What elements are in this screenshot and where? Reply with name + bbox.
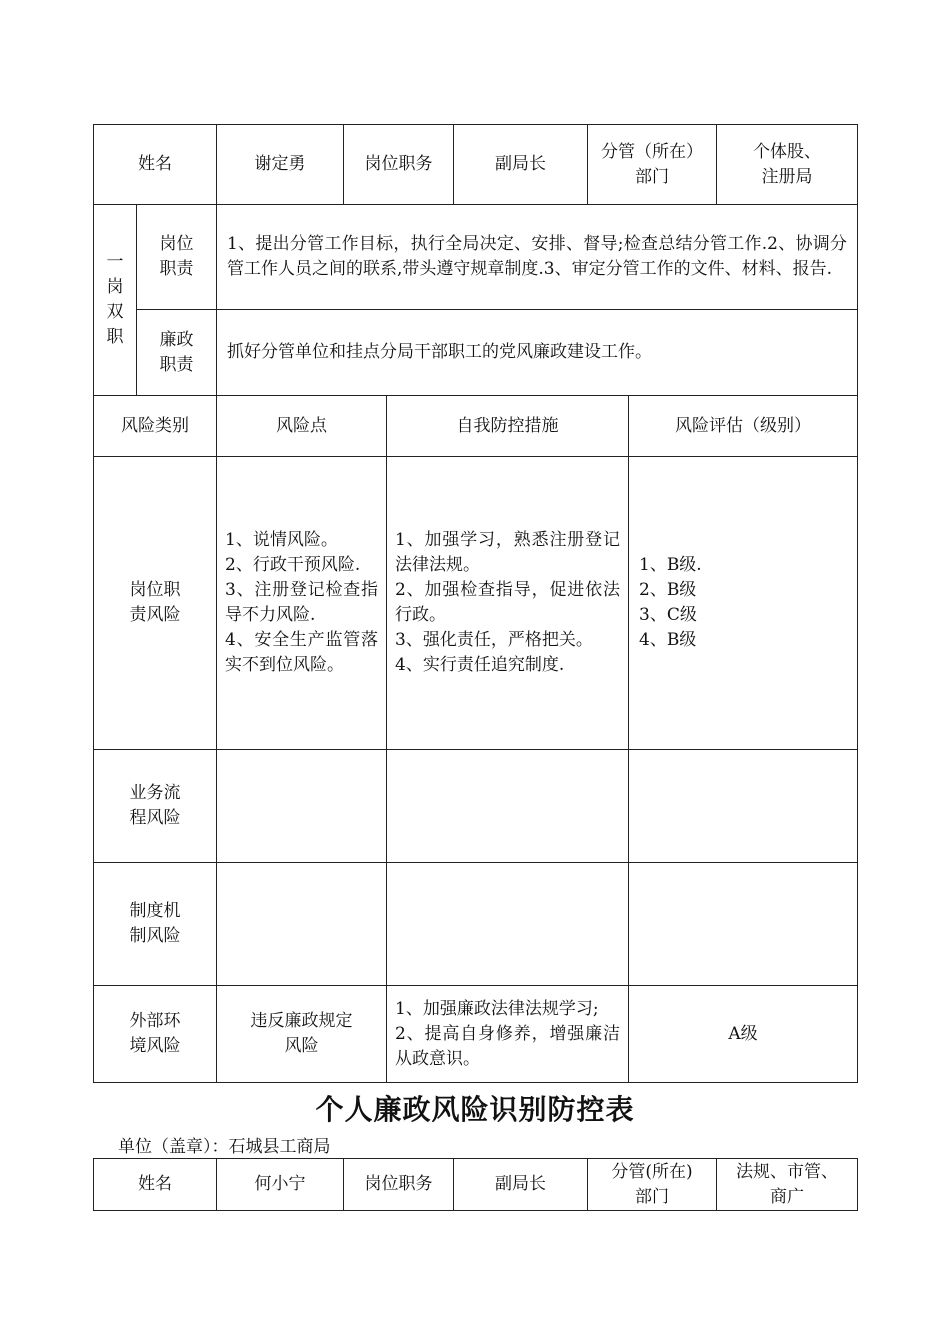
risk-row-level: 1、B级. 2、B级 3、C级 4、B级 (628, 456, 858, 750)
risk-row-points (216, 862, 387, 986)
post-duty-text: 1、提出分管工作目标，执行全局决定、安排、督导;检查总结分管工作.2、协调分管工作人员之间的联系,带头遵守规章制度.3、审定分管工作的文件、材料、报告. (216, 204, 858, 310)
risk-header-category: 风险类别 (93, 395, 217, 457)
risk-row-category: 业务流 程风险 (93, 749, 217, 863)
risk-row-measures: 1、加强廉政法律法规学习; 2、提高自身修养，增强廉洁从政意识。 (386, 985, 629, 1083)
dept-label: 分管（所在） 部门 (587, 124, 717, 205)
post-duty-label: 岗位 职责 (136, 204, 217, 310)
dept-label: 分管(所在) 部门 (587, 1158, 717, 1211)
risk-row-level (628, 862, 858, 986)
duty-group-label: 一 岗 双 职 (93, 204, 137, 396)
unit-line: 单位（盖章）：石城县工商局 (118, 1137, 331, 1157)
risk-row-measures (386, 749, 629, 863)
dept-value: 法规、市管、 商广 (716, 1158, 858, 1211)
risk-row-level: A级 (628, 985, 858, 1083)
page-title: 个人廉政风险识别防控表 (315, 1093, 635, 1126)
position-label: 岗位职务 (343, 1158, 454, 1211)
risk-row-category: 岗位职 责风险 (93, 456, 217, 750)
risk-row-category: 制度机 制风险 (93, 862, 217, 986)
name-value: 谢定勇 (216, 124, 344, 205)
risk-row-points: 1、说情风险。 2、行政干预风险. 3、注册登记检查指导不力风险. 4、安全生产监管落实不到位风险。 (216, 456, 387, 750)
dept-value: 个体股、 注册局 (716, 124, 858, 205)
risk-header-measures: 自我防控措施 (386, 395, 629, 457)
position-value: 副局长 (453, 124, 588, 205)
position-label: 岗位职务 (343, 124, 454, 205)
position-value: 副局长 (453, 1158, 588, 1211)
integrity-duty-label: 廉政 职责 (136, 309, 217, 396)
name-label: 姓名 (93, 124, 217, 205)
risk-row-points: 违反廉政规定 风险 (216, 985, 387, 1083)
risk-row-measures: 1、加强学习，熟悉注册登记法律法规。 2、加强检查指导，促进依法行政。 3、强化责任，严格把关。 4、实行责任追究制度. (386, 456, 629, 750)
risk-header-level: 风险评估（级别） (628, 395, 858, 457)
risk-row-category: 外部环 境风险 (93, 985, 217, 1083)
name-value: 何小宁 (216, 1158, 344, 1211)
integrity-duty-text: 抓好分管单位和挂点分局干部职工的党风廉政建设工作。 (216, 309, 858, 396)
name-label: 姓名 (93, 1158, 217, 1211)
risk-row-points (216, 749, 387, 863)
risk-row-level (628, 749, 858, 863)
risk-row-measures (386, 862, 629, 986)
risk-header-points: 风险点 (216, 395, 387, 457)
